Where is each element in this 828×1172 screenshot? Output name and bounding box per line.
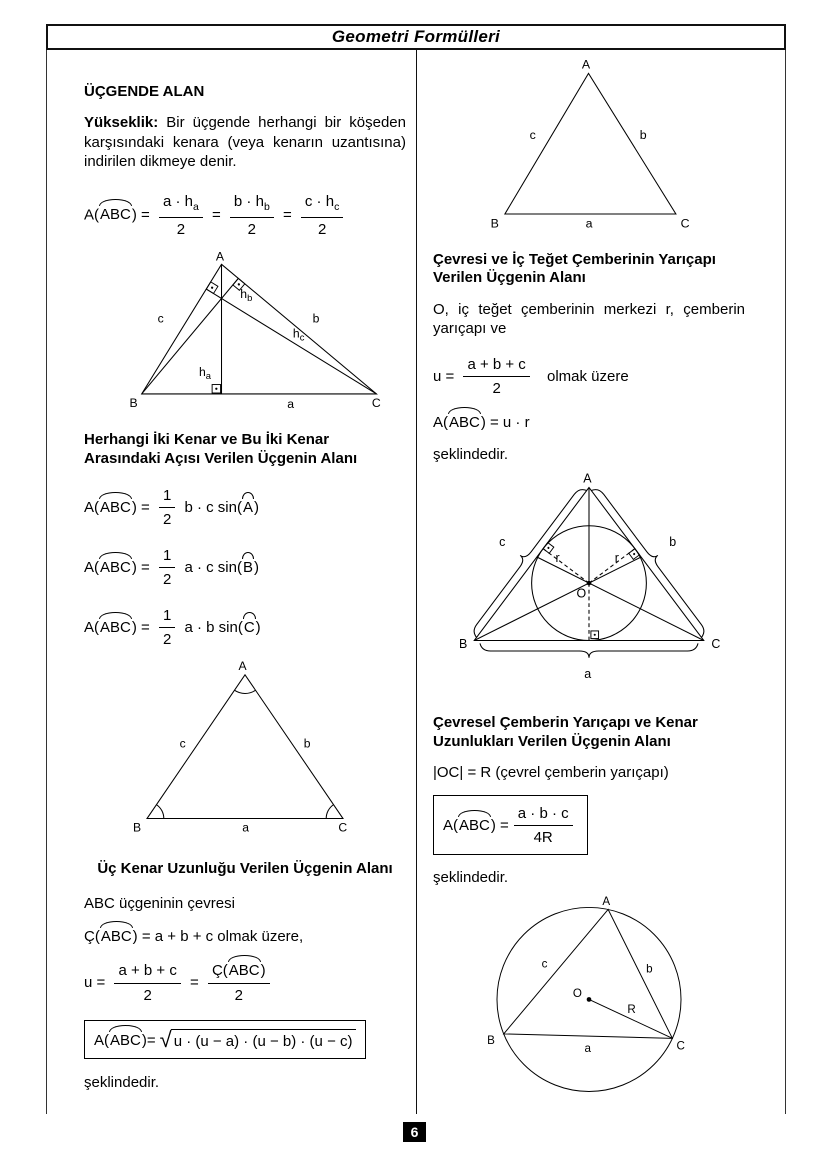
- perimeter-formula: Ç(ABC) = a + b + c olmak üzere,: [84, 927, 304, 945]
- triangle-angles-svg: [105, 658, 385, 840]
- altitude-from-c: [206, 289, 376, 394]
- semiperimeter-formula: u = $\frac{a + b + c}{2}$ = $\frac{\text{Ç(ABC)}}{2}$: [84, 961, 406, 1005]
- altitude-from-b: [142, 278, 239, 394]
- vertex-label-b: B: [458, 637, 468, 652]
- vertex-label-c: C: [681, 216, 691, 231]
- abc-hat: ABC: [100, 618, 131, 636]
- vertex-label-b: B: [129, 396, 138, 411]
- vertex-label-a: A: [602, 894, 611, 908]
- page-number: 6: [403, 1122, 426, 1142]
- inradius-right: [589, 549, 635, 583]
- circumradius-label: R: [627, 1002, 636, 1016]
- outro-text: şeklindedir.: [432, 446, 509, 464]
- formula-sine-a: A(ABC) = $\frac{1}{2}$ b · c sin(A): [84, 486, 259, 529]
- abc-hat: ABC: [448, 413, 480, 431]
- side-label-a: a: [586, 216, 594, 231]
- side-label-c: c: [179, 736, 186, 751]
- vertex-label-a: A: [582, 59, 591, 72]
- side-label-c: c: [157, 311, 164, 326]
- right-angle-mark: [543, 543, 554, 554]
- angle-hat: B: [242, 558, 253, 576]
- yukseklik-term: Yükseklik:: [84, 114, 159, 132]
- circumcircle-diagram: [433, 894, 745, 1104]
- triangle: [147, 675, 343, 819]
- fraction: $\frac{1}{2}$: [159, 486, 175, 530]
- vertex-label-a: A: [238, 659, 247, 674]
- fraction: $\frac{a \cdot h_a}{2}$: [159, 192, 203, 239]
- abc-hat: ABC: [100, 927, 132, 945]
- abc-hat: ABC: [100, 206, 131, 224]
- formula-sine-b: A(ABC) = $\frac{1}{2}$ a · c sin(B): [84, 546, 259, 589]
- side-label-b: b: [669, 535, 677, 550]
- section-heading-two-sides-angle: Herhangi İki Kenar ve Bu İki Kenar Arasındaki Açısı Verilen Üçgenin Alanı: [84, 431, 358, 467]
- section-heading-three-sides: Üç Kenar Uzunluğu Verilen Üçgenin Alanı: [97, 859, 393, 877]
- section-heading-incircle: Çevresi ve İç Teğet Çemberinin Yarıçapı Verilen Üçgenin Alanı: [432, 251, 716, 287]
- right-angle-mark: [206, 282, 218, 294]
- triangle-angles-diagram: [84, 658, 406, 840]
- abc-hat: ABC: [228, 962, 260, 980]
- vertex-label-b: B: [132, 820, 142, 835]
- side-label-b: b: [646, 962, 653, 976]
- side-label-c: c: [530, 127, 537, 142]
- side-label-b: b: [312, 311, 320, 326]
- side-label-a: a: [287, 397, 295, 412]
- vertex-label-a: A: [215, 251, 225, 264]
- formula-sine-c: A(ABC) = $\frac{1}{2}$ a · b sin(C): [84, 606, 261, 649]
- incircle-paragraph: O, iç teğet çemberinin merkezi r, çemberin yarıçapı ve: [432, 300, 745, 338]
- side-label-c: c: [541, 957, 548, 971]
- plain-triangle-svg: [446, 59, 731, 235]
- bisector-from-c: [537, 557, 704, 640]
- angle-hat: C: [243, 618, 255, 636]
- inradius-label: r: [614, 551, 619, 566]
- fraction: $\frac{a \cdot b \cdot c}{4R}$: [514, 804, 573, 848]
- angle-arc-c: [326, 805, 333, 819]
- yukseklik-definition: Yükseklik: Bir üçgende herhangi bir köşeden karşısındaki kenara (veya kenarın uzantısına) indirilen dikmeye denir.: [84, 114, 406, 171]
- vertex-label-c: C: [676, 1039, 685, 1053]
- vertex-label-c: C: [338, 820, 348, 835]
- radical-sign: √: [159, 1026, 172, 1052]
- right-angle-mark: [591, 631, 599, 639]
- vertex-label-c: C: [371, 396, 381, 411]
- brace-side-a: [480, 644, 698, 658]
- side-label-a: a: [584, 1041, 591, 1055]
- fraction: $\frac{\text{Ç(ABC)}}{2}$: [208, 961, 270, 1005]
- incircle-svg: [436, 473, 742, 698]
- side-label-c: c: [499, 535, 506, 550]
- section-heading-ucgende-alan: ÜÇGENDE ALAN: [84, 83, 205, 100]
- formula-box: A( ABC )= √ u · (u − a) · (u − b) · (u − c): [84, 1020, 366, 1059]
- semiperimeter-formula-right: u = $\frac{a + b + c}{2}$ olmak üzere: [432, 355, 629, 398]
- plain-triangle-diagram: [433, 59, 745, 235]
- triangle: [142, 264, 377, 394]
- height-label-ha: $h_a$: [198, 365, 211, 381]
- circumradius-paragraph: |OC| = R (çevrel çemberin yarıçapı): [432, 764, 669, 782]
- bisector-from-b: [474, 557, 641, 640]
- incenter-label: O: [576, 586, 587, 601]
- vertex-label-b: B: [487, 1033, 495, 1047]
- inradius-left: [543, 549, 589, 583]
- fraction: $\frac{1}{2}$: [159, 606, 175, 650]
- circumcircle-svg: [455, 894, 723, 1104]
- perimeter-paragraph: ABC üçgeninin çevresi: [84, 895, 235, 913]
- incircle-diagram: [433, 473, 745, 698]
- triangle-altitudes-diagram: [84, 251, 406, 411]
- abc-hat: ABC: [100, 558, 131, 576]
- fraction: $\frac{a + b + c}{2}$: [114, 961, 180, 1005]
- circumcenter-dot: [587, 997, 592, 1002]
- side-label-b: b: [303, 736, 311, 751]
- right-angle-mark: [212, 385, 220, 393]
- page-title: Geometri Formülleri: [331, 27, 501, 46]
- vertex-label-a: A: [583, 473, 592, 487]
- fraction: $\frac{1}{2}$: [159, 546, 175, 590]
- abc-hat: ABC: [458, 817, 490, 834]
- circumcenter-label: O: [572, 986, 582, 1000]
- outro-text: şeklindedir.: [432, 868, 509, 886]
- inradius-label: r: [555, 551, 560, 566]
- abc-hat: ABC: [110, 1031, 141, 1049]
- angle-hat: A: [242, 498, 253, 516]
- content-frame: [46, 50, 786, 1114]
- left-column: [47, 50, 417, 1114]
- abc-hat: ABC: [100, 498, 131, 516]
- angle-arc-a: [234, 690, 255, 693]
- vertex-label-c: C: [711, 637, 721, 652]
- side-label-a: a: [242, 820, 249, 835]
- formula-box: A( ABC ) = $\frac{a \cdot b \cdot c}{4R}$: [433, 795, 588, 855]
- height-label-hc: $h_c$: [292, 326, 305, 343]
- vertex-label-b: B: [491, 216, 500, 231]
- page-header: [46, 24, 786, 50]
- formula-area-by-heights: A(ABC) = $\frac{a \cdot h_a}{2}$ = $\frac{b \cdot h_b}{2}$ = $\frac{c \cdot h_c}{2}$: [84, 192, 406, 239]
- area-inradius-formula: A(ABC) = u · r: [432, 413, 530, 431]
- fraction: $\frac{b \cdot h_b}{2}$: [230, 192, 274, 239]
- outro-text: şeklindedir.: [84, 1073, 160, 1091]
- incenter-dot: [587, 581, 592, 586]
- height-label-hb: $h_b$: [240, 287, 253, 304]
- side-label-a: a: [584, 667, 592, 682]
- fraction: $\frac{c \cdot h_c}{2}$: [301, 192, 343, 239]
- angle-arc-b: [156, 805, 163, 819]
- herons-formula: [84, 1020, 406, 1059]
- section-heading-circumcircle: Çevresel Çemberin Yarıçapı ve Kenar Uzunlukları Verilen Üçgenin Alanı: [432, 714, 698, 750]
- fraction: $\frac{a + b + c}{2}$: [463, 355, 529, 399]
- side-label-b: b: [640, 127, 648, 142]
- circumradius-area-formula: [433, 795, 745, 855]
- right-column: [417, 50, 785, 1114]
- triangle: [505, 73, 676, 214]
- triangle-altitudes-svg: [90, 251, 400, 411]
